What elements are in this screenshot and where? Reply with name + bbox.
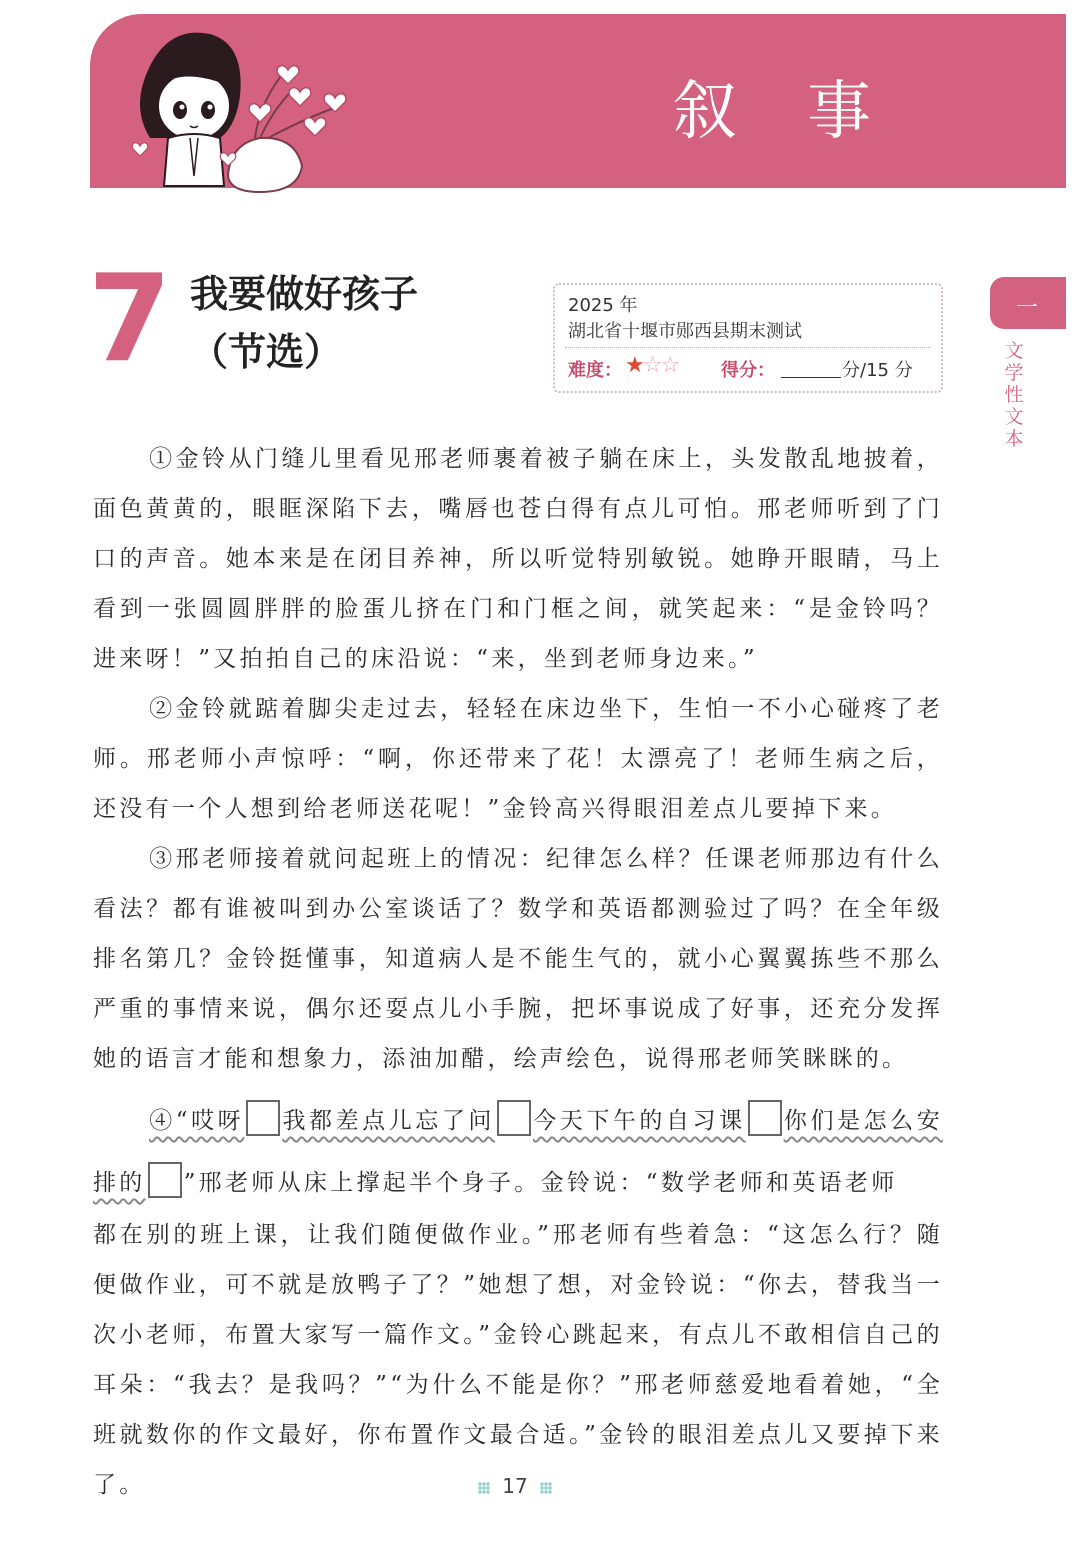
info-divider — [565, 347, 931, 348]
page-number: 17 — [502, 1474, 528, 1498]
score-input-line[interactable] — [781, 377, 841, 378]
paragraph-2-text: ②金铃就踮着脚尖走过去，轻轻在床边坐下，生怕一不小心碰疼了老师。邢老师小声惊呼：“啊，你还带来了花！太漂亮了！老师生病之后，还没有一个人想到给老师送花呢！”金铃高兴得眼泪差点儿要掉下来。 — [93, 696, 943, 822]
section-title: 叙事 — [673, 75, 941, 149]
difficulty-stars — [625, 353, 678, 378]
paragraph-1-text: ①金铃从门缝儿里看见邢老师裹着被子躺在床上，头发散乱地披着，面色黄黄的，眼眶深陷下去，嘴唇也苍白得有点儿可怕。邢老师听到了门口的声音。她本来是在闭目养神，所以听觉特别敏锐。她睁开眼睛，马上看到一张圆圆胖胖的脸蛋儿挤在门和门框之间，就笑起来：“是金铃吗？进来呀！”又拍拍自己的床沿说：“来，坐到老师身边来。” — [93, 446, 943, 672]
p4-segment-d: 你们是怎么 — [783, 1108, 917, 1134]
side-tab-dash: 一 — [1016, 296, 1039, 321]
score-total: 分/15 分 — [842, 360, 913, 381]
star-empty-icon: ☆ — [660, 353, 679, 378]
p4-segment-b: 我都差点儿忘了问 — [282, 1108, 495, 1134]
girl-illustration — [110, 26, 370, 196]
side-category-label: 文学性文本 — [1004, 340, 1024, 450]
paragraph-3 — [93, 834, 943, 1084]
paragraph-1 — [93, 434, 943, 684]
difficulty-label: 难度： — [568, 360, 622, 381]
p4-segment-c: 今天下午的自习课 — [532, 1108, 746, 1134]
exam-source: 湖北省十堰市郧西县期末测试 — [568, 321, 802, 342]
chapter-title: 我要做好孩子 — [190, 272, 419, 316]
p4-segment-a: ④“哎呀 — [149, 1108, 245, 1134]
side-category-tab — [990, 277, 1066, 329]
chapter-subtitle: （节选） — [190, 330, 343, 374]
punctuation-blank-2[interactable] — [497, 1100, 531, 1136]
paragraph-4 — [93, 1090, 943, 1214]
punctuation-blank-3[interactable] — [748, 1100, 782, 1136]
page-decoration-right — [540, 1482, 552, 1494]
punctuation-blank-4[interactable] — [148, 1162, 182, 1198]
exam-info-box — [553, 283, 943, 393]
paragraph-2 — [93, 684, 943, 834]
score-label: 得分： — [721, 360, 775, 381]
star-empty-icon: ☆ — [642, 353, 661, 378]
paragraph-4-rest: 都在别的班上课，让我们随便做作业。”邢老师有些着急：“这怎么行？随便做作业，可不就是放鸭子了？”她想了想，对金铃说：“你去，替我当一次小老师，布置大家写一篇作文。”金铃心跳起来，有点儿不敢相信自己的耳朵：“我去？是我吗？”“为什么不能是你？”邢老师慈爱地看着她，“全班就数你的作文最好，你布置作文最合适。”金铃的眼泪差点儿又要掉下来了。 — [93, 1222, 943, 1498]
paragraph-4-continued — [93, 1210, 943, 1510]
punctuation-blank-1[interactable] — [246, 1100, 280, 1136]
p4-segment-f: ”邢老师从床上撑起半个身子。金铃说：“数学老师和英语老师 — [183, 1170, 898, 1196]
paragraph-3-text: ③邢老师接着就问起班上的情况：纪律怎么样？任课老师那边有什么看法？都有谁被叫到办公室谈话了？数学和英语都测验过了吗？在全年级排名第几？金铃挺懂事，知道病人是不能生气的，就小心翼翼拣些不那么严重的事情来说，偶尔还耍点儿小手腕，把坏事说成了好事，还充分发挥她的语言才能和想象力，添油加醋，绘声绘色，说得邢老师笑眯眯的。 — [93, 846, 943, 1072]
exam-year: 2025 年 — [568, 295, 638, 316]
p4-segment-e: 安排的 — [93, 1108, 944, 1196]
star-filled-icon: ★ — [625, 353, 643, 378]
chapter-number: 7 — [88, 250, 172, 389]
